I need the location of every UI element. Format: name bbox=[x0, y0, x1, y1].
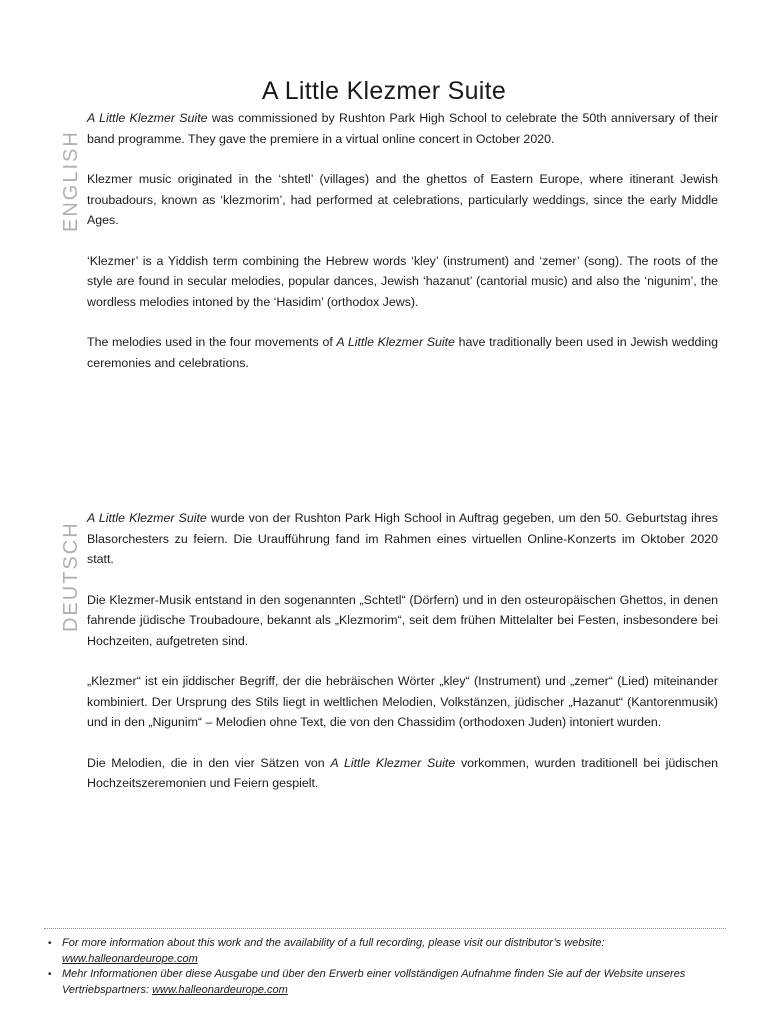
footer-note-english bbox=[44, 936, 726, 967]
work-title-inline: A Little Klezmer Suite bbox=[87, 111, 208, 125]
english-paragraphs bbox=[87, 108, 718, 373]
paragraph-text: „Klezmer“ ist ein jiddischer Begriff, der die hebräischen Wörter „kley“ (Instrument) und „zemer“ (Lied) miteinander kombiniert. Der Ursprung des Stils liegt in weltlichen Melodien, Volkstänzen, jüdischer „Hazanut“ (Kantorenmusik) und in den „Nigunim“ – Melodien ohne Text, die von den Chassidim (orthodoxen Juden) intoniert wurden. bbox=[87, 674, 718, 729]
paragraph bbox=[87, 671, 718, 733]
paragraph-text: wurde von der Rushton Park High School in Auftrag gegeben, um den 50. Geburtstag ihres Blasorchesters zu feiern. Die Uraufführung fand im Rahmen eines virtuellen Online-Konzerts im Oktober 2020 statt. bbox=[87, 511, 718, 566]
footer-note-text: Mehr Informationen über diese Ausgabe und über den Erwerb einer vollständigen Aufnahme finden Sie auf der Website unseres Vertriebspartners: bbox=[62, 968, 686, 996]
paragraph-text: vorkommen, wurden traditionell bei jüdischen Hochzeitszeremonien und Feiern gespielt. bbox=[87, 755, 718, 790]
section-english bbox=[60, 108, 718, 393]
paragraph-text: Die Klezmer-Musik entstand in den sogenannten „Schtetl“ (Dörfern) und in den osteuropäischen Ghettos, in denen fahrende jüdische Troubadoure, bekannt als „Klezmorim“, seit dem frühen Mittelalter bei Festen, insbesondere bei Hochzeiten, aufgetreten sind. bbox=[87, 592, 718, 648]
work-title-inline: A Little Klezmer Suite bbox=[87, 511, 207, 525]
paragraph bbox=[87, 753, 718, 794]
footer-note-text: For more information about this work and the availability of a full recording, please visit our distributor’s website: bbox=[62, 937, 605, 949]
footer-note-german bbox=[44, 967, 726, 998]
section-german bbox=[60, 508, 718, 814]
bullet-icon: • bbox=[48, 938, 52, 949]
paragraph bbox=[87, 251, 718, 313]
paragraph-text: Die Melodien, die in den vier Sätzen von bbox=[87, 755, 331, 770]
paragraph-text: have traditionally been used in Jewish wedding ceremonies and celebrations. bbox=[87, 335, 718, 370]
paragraph-text: The melodies used in the four movements of bbox=[87, 335, 337, 349]
paragraph bbox=[87, 332, 718, 373]
distributor-link-english[interactable]: www.halleonardeurope.com bbox=[62, 952, 198, 965]
paragraph-text: Klezmer music originated in the ‘shtetl’ (villages) and the ghettos of Eastern Europe, where itinerant Jewish troubadours, known as ‘klezmorim’, had performed at celebrations, particularly weddings, since the early Middle Ages. bbox=[87, 172, 718, 227]
paragraph bbox=[87, 590, 718, 652]
work-title-inline: A Little Klezmer Suite bbox=[330, 755, 456, 770]
language-label-english: ENGLISH bbox=[60, 130, 82, 232]
paragraph bbox=[87, 508, 718, 570]
footer bbox=[44, 928, 726, 998]
distributor-link-german[interactable]: www.halleonardeurope.com bbox=[152, 983, 288, 996]
paragraph bbox=[87, 169, 718, 231]
german-paragraphs bbox=[87, 508, 718, 794]
paragraph-text: ‘Klezmer’ is a Yiddish term combining the Hebrew words ‘kley’ (instrument) and ‘zemer’ (song). The roots of the style are found in secular melodies, popular dances, Jewish ‘hazanut’ (cantorial music) and also the ‘nigunim’, the wordless melodies intoned by the ‘Hasidim’ (orthodox Jews). bbox=[87, 253, 718, 309]
footer-note-list bbox=[44, 936, 726, 998]
language-label-german: DEUTSCH bbox=[60, 521, 82, 632]
paragraph-text: was commissioned by Rushton Park High School to celebrate the 50th anniversary of their band programme. They gave the premiere in a virtual online concert in October 2020. bbox=[87, 111, 718, 146]
paragraph bbox=[87, 108, 718, 149]
page-title: A Little Klezmer Suite bbox=[261, 76, 507, 105]
bullet-icon: • bbox=[48, 969, 52, 980]
work-title-inline: A Little Klezmer Suite bbox=[336, 335, 455, 349]
